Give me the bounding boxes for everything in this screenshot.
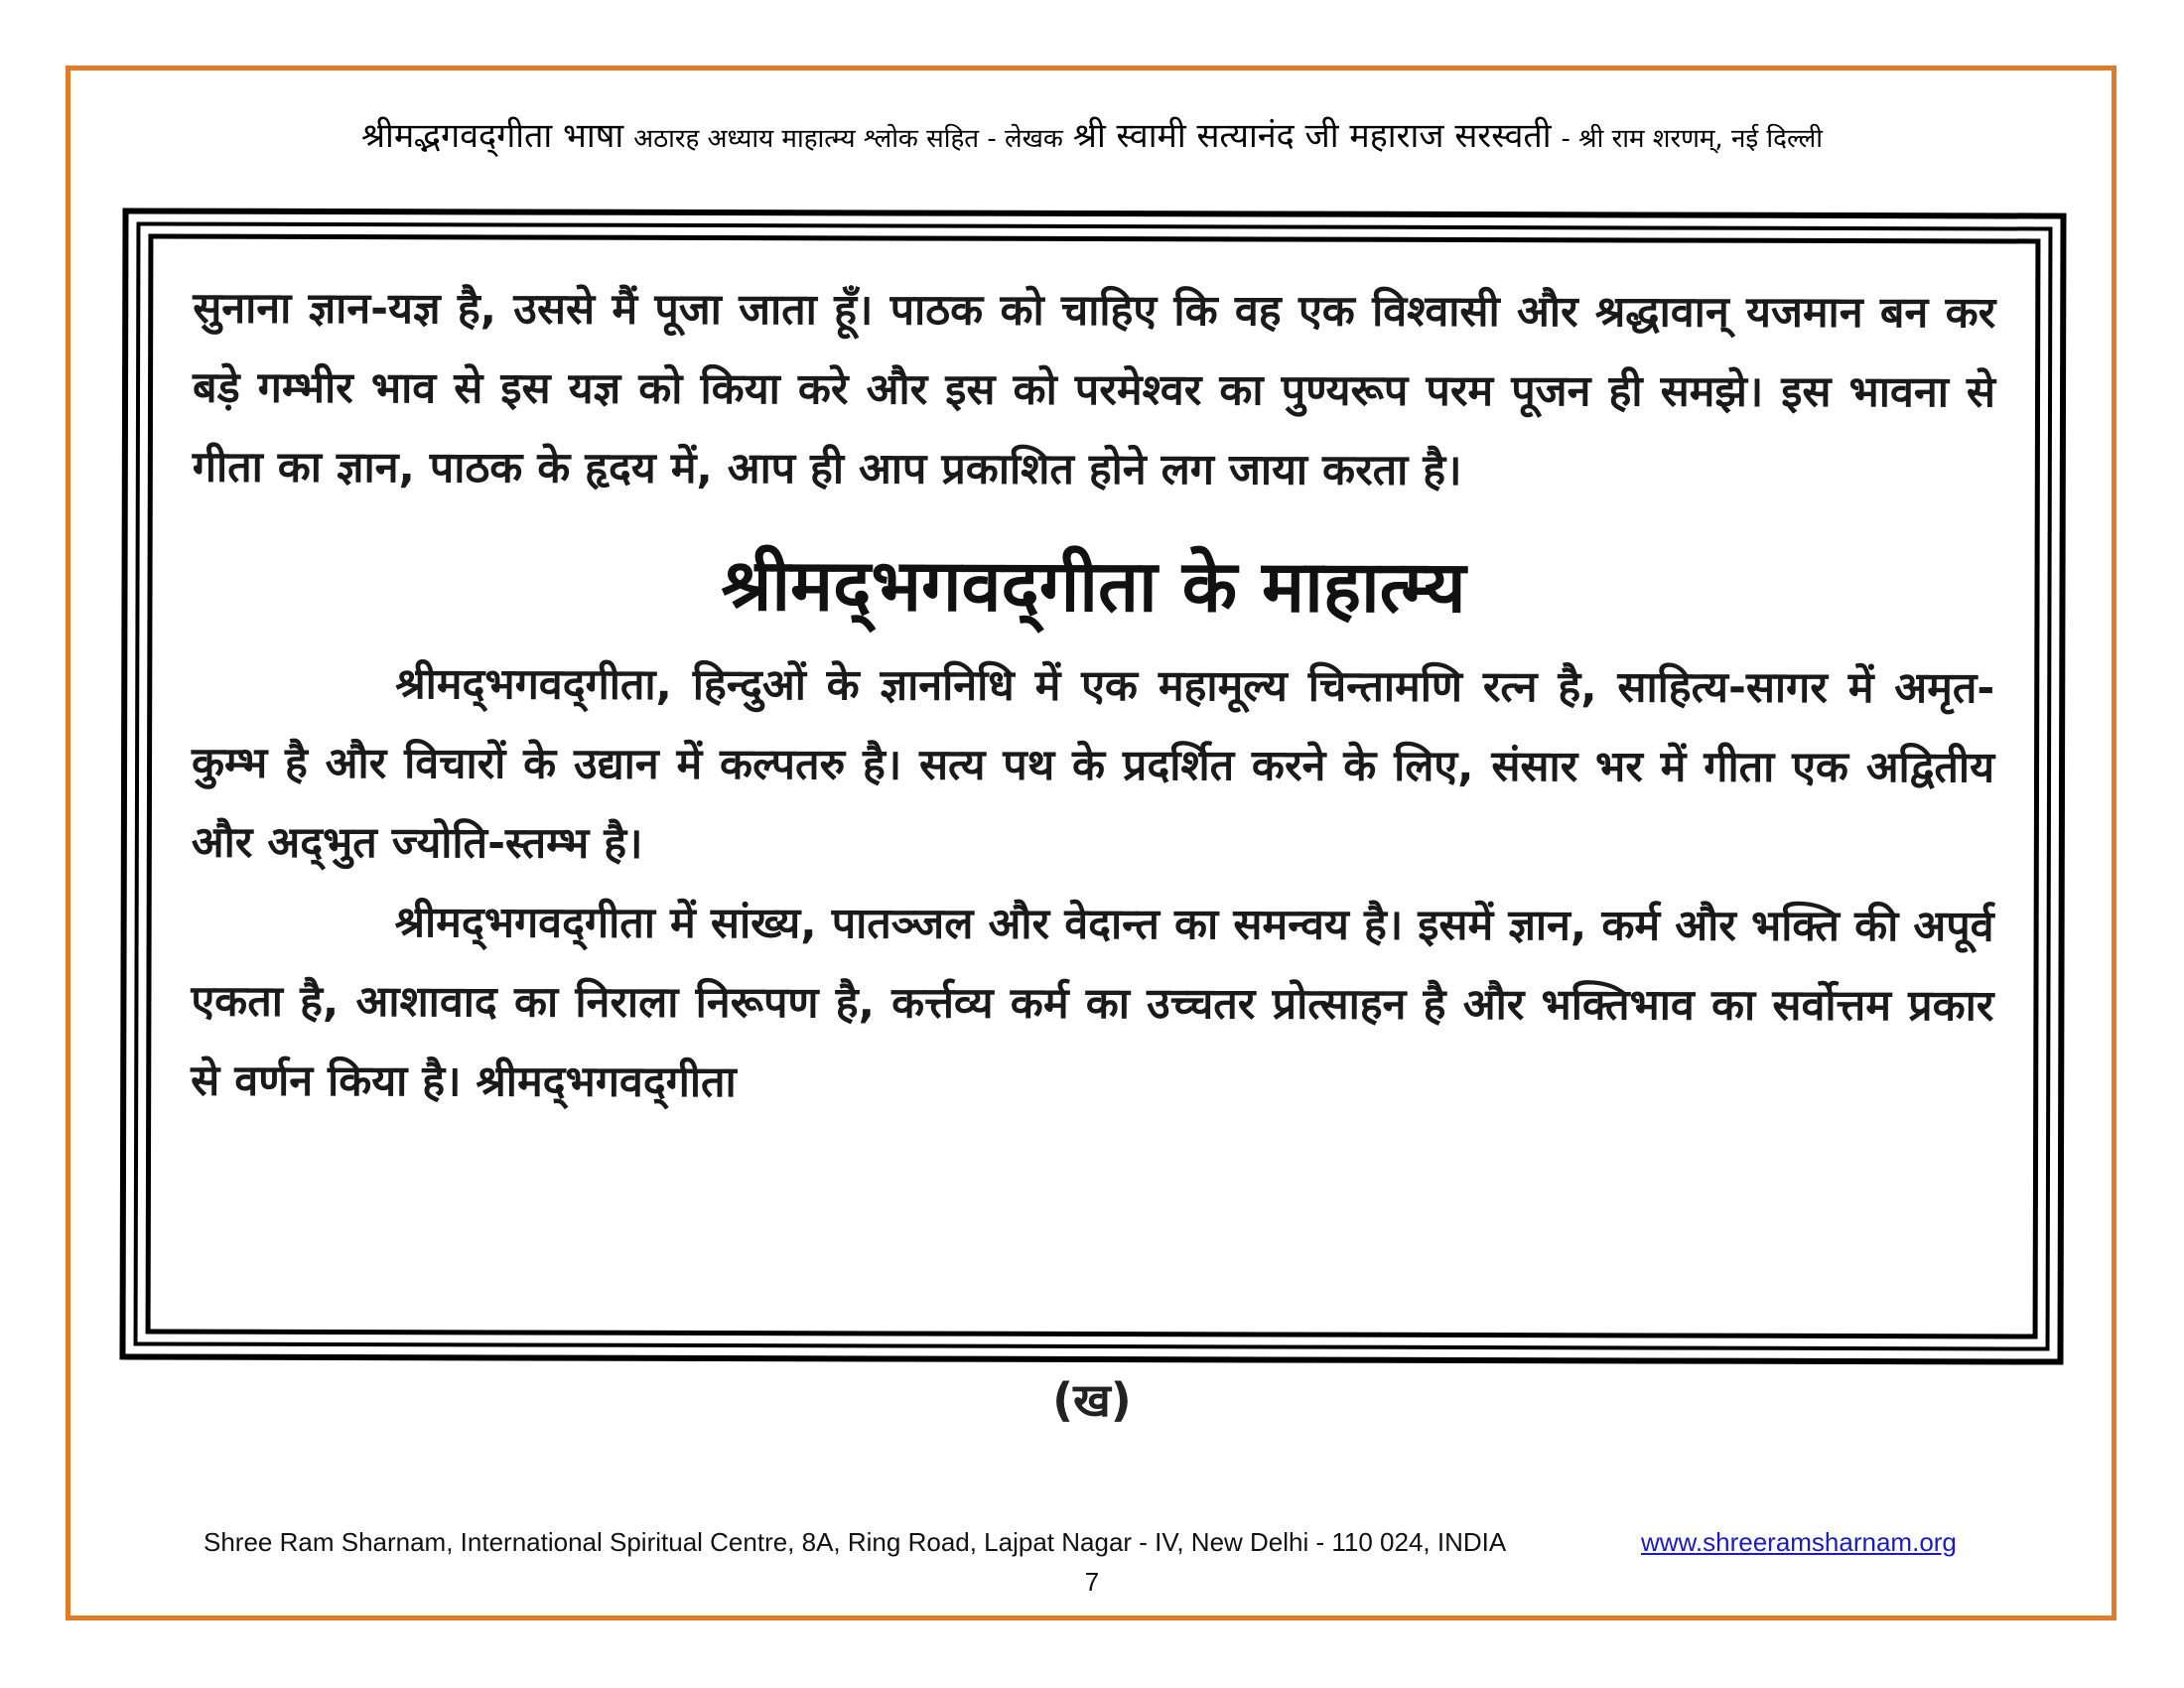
footer (204, 1527, 1990, 1558)
box-middle-rule (134, 221, 2053, 1350)
header-author: श्री स्वामी सत्यानंद जी महाराज सरस्वती (1072, 116, 1552, 156)
box-content (191, 269, 1996, 1315)
header-book-title: श्रीमद्भगवद्‌गीता भाषा (360, 116, 624, 156)
header-subtitle: अठारह अध्याय माहात्म्य श्लोक सहित - लेखक (633, 124, 1063, 154)
section-title: श्रीमद्‌भगवद्‌गीता के माहात्म्य (721, 543, 1466, 629)
scanned-text-box (119, 208, 2066, 1364)
running-header (99, 111, 2085, 157)
website-link[interactable]: www.shreeramsharnam.org (1641, 1527, 1957, 1557)
page-number: 7 (1084, 1567, 1100, 1597)
intro-paragraph: सुनाना ज्ञान-यज्ञ है, उससे मैं पूजा जाता हूँ। पाठक को चाहिए कि वह एक विश्वासी और श्रद्धावान् यजमान बन कर बड़े गम्भीर भाव से इस यज्ञ को किया करे और इस को परमेश्वर का पुण्यरूप परम पूजन ही समझे। इस भावना से गीता का ज्ञान, पाठक के हृदय में, आप ही आप प्रकाशित होने लग जाया करता है। (192, 283, 1996, 495)
body-paragraph-2: श्रीमद्‌भगवद्‌गीता में सांख्य, पातञ्जल और वेदान्त का समन्वय है। इसमें ज्ञान, कर्म और भक्ति की अपूर्व एकता है, आशावाद का निराला निरूपण है, कर्त्तव्य कर्म का उच्चतर प्रोत्साहन है और भक्तिभाव का सर्वोत्तम प्रकार से वर्णन किया है। श्रीमद्‌भगवद्‌गीता (191, 898, 1994, 1108)
page-marker: (ख) (1052, 1373, 1132, 1427)
footer-address: Shree Ram Sharnam, International Spiritual Centre, 8A, Ring Road, Lajpat Nagar - IV, New Delhi - 110 024, INDIA (204, 1527, 1507, 1557)
header-publisher: - श्री राम शरणम्, नई दिल्ली (1561, 124, 1824, 154)
box-inner-rule (146, 234, 2041, 1339)
body-paragraph-1: श्रीमद्‌भगवद्‌गीता, हिन्दुओं के ज्ञाननिधि में एक महामूल्य चिन्तामणि रत्न है, साहित्य-सागर में अमृत-कुम्भ है और विचारों के उद्यान में कल्पतरु है। सत्य पथ के प्रदर्शित करने के लिए, संसार भर में गीता एक अद्वितीय और अद्‌भुत ज्योति-स्तम्भ है। (191, 659, 1995, 869)
